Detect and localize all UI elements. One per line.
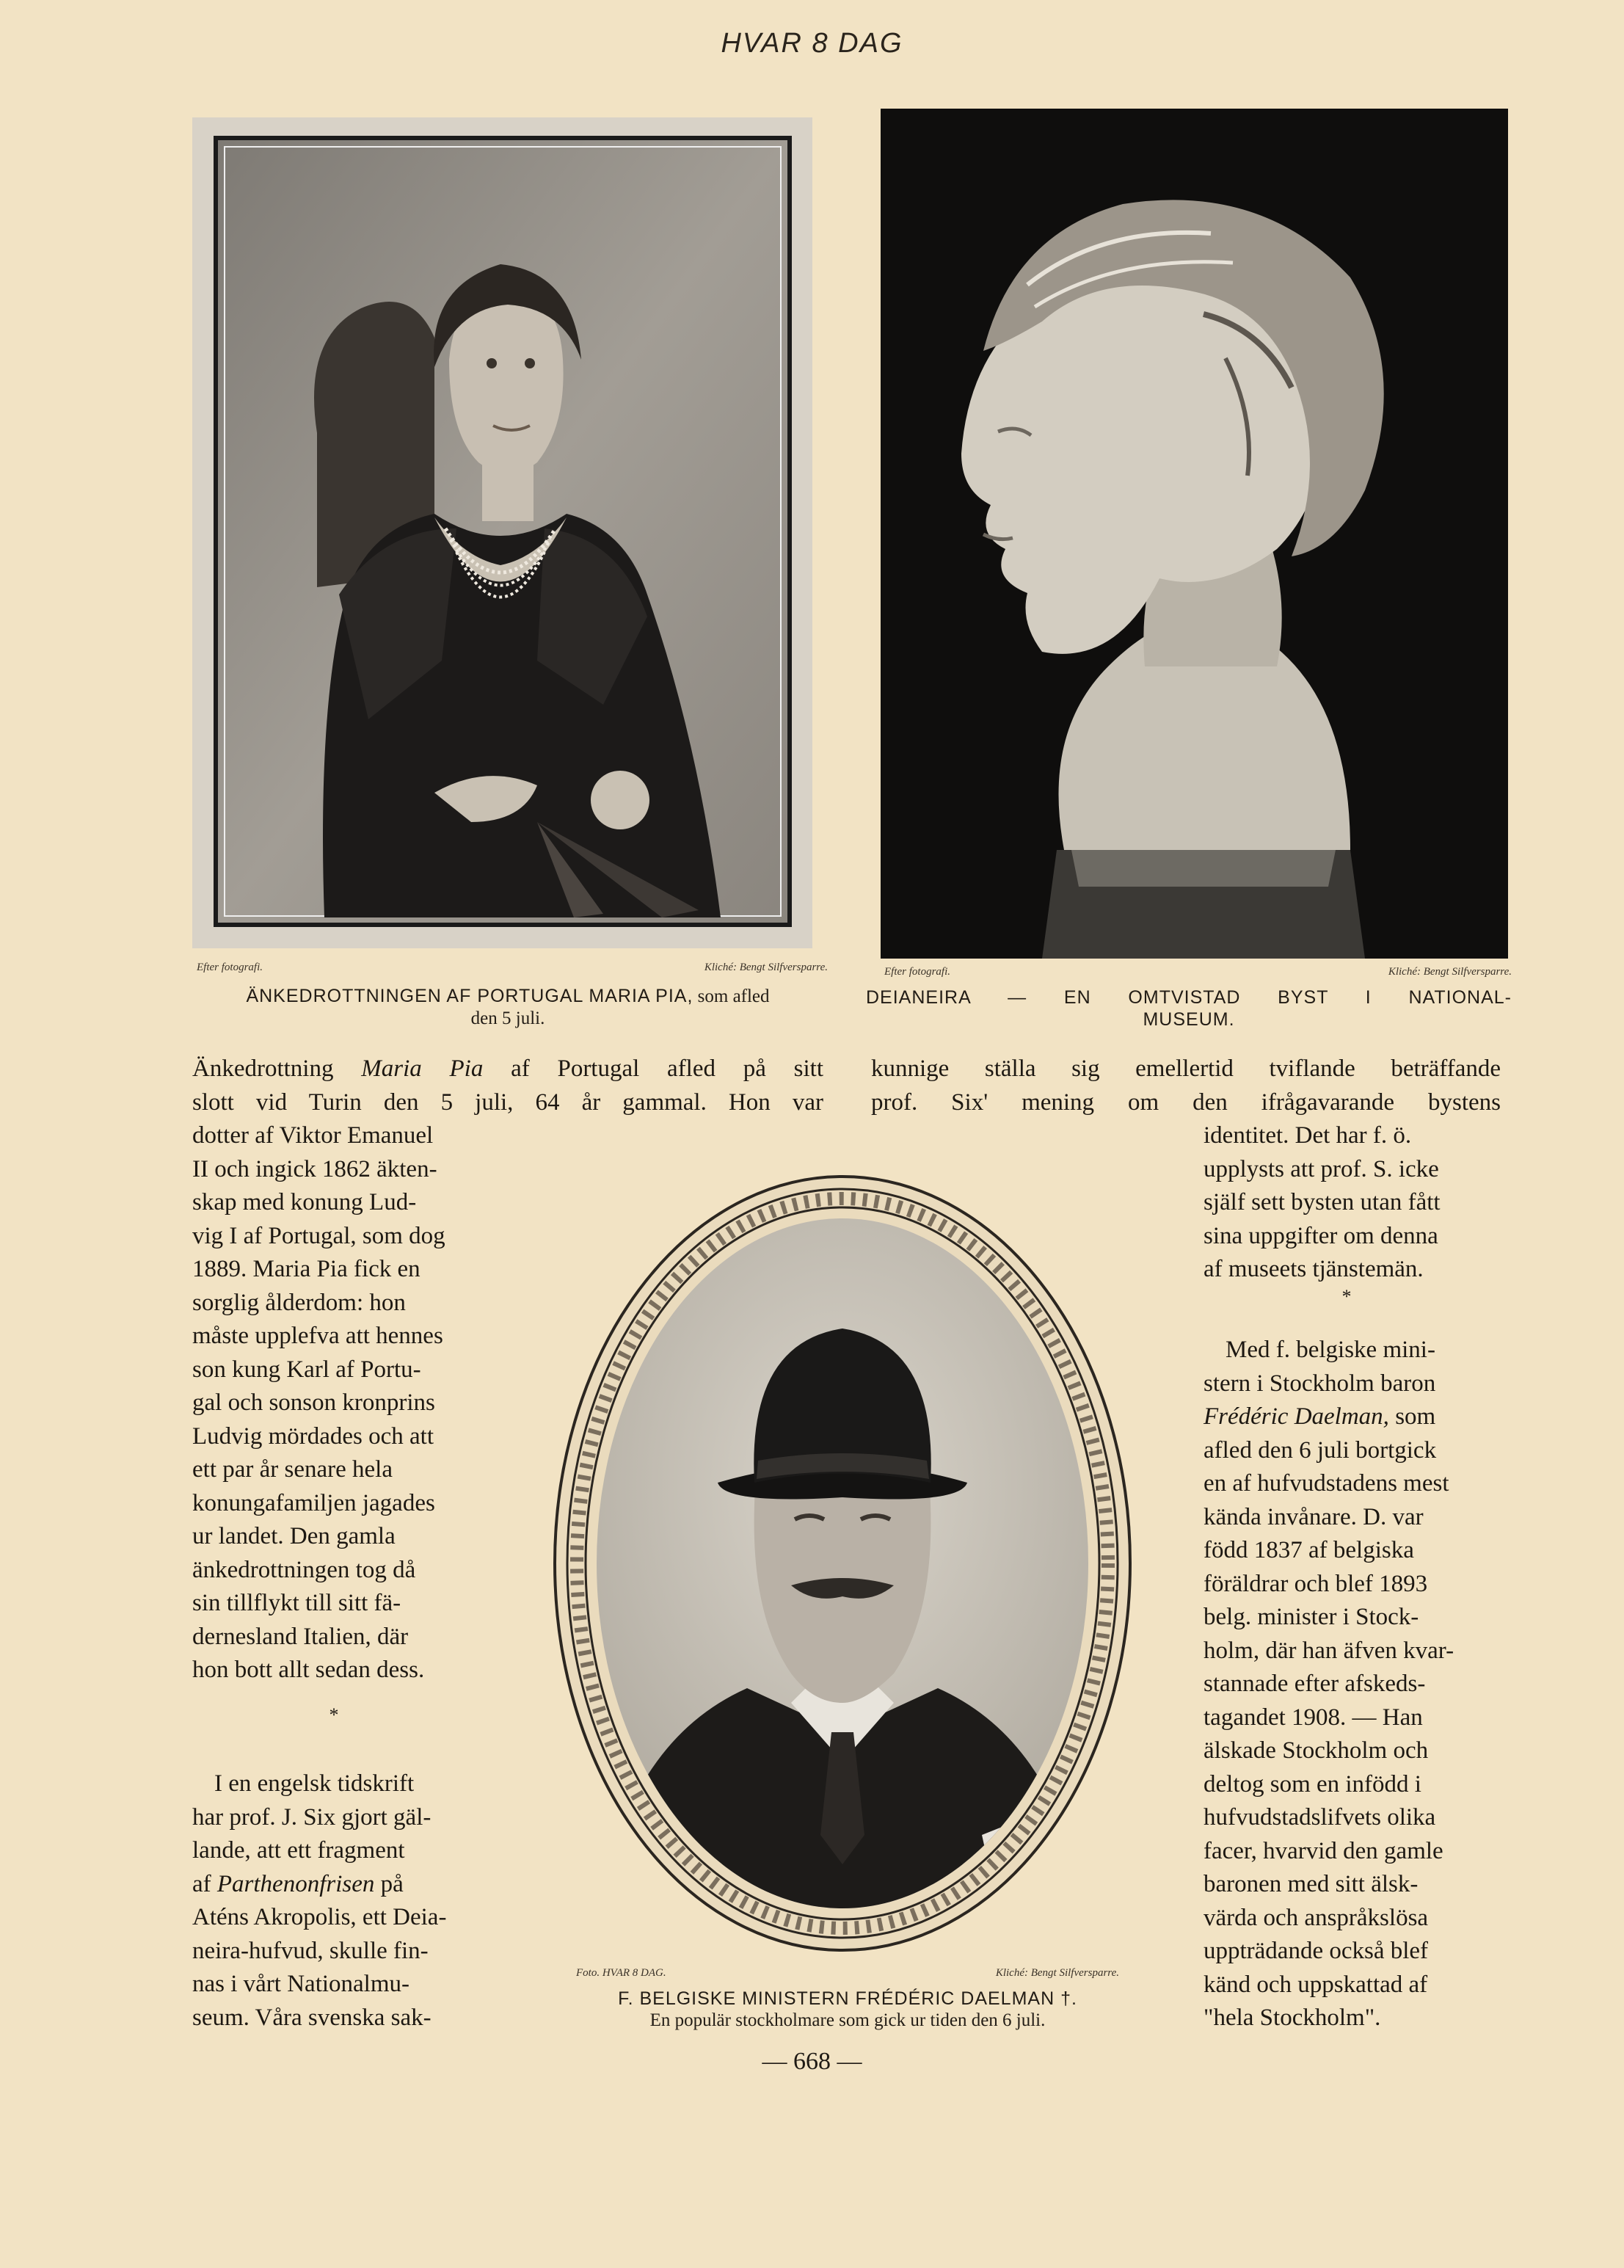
credit-engraver: Kliché: Bengt Silfversparre. (995, 1967, 1119, 1979)
article-line: Aténs Akropolis, ett Deia- (192, 1904, 447, 1930)
article-line: baronen med sitt älsk- (1204, 1871, 1419, 1897)
caption-main: ÄNKEDROTTNINGEN AF PORTUGAL MARIA PIA, (246, 986, 693, 1006)
article-line: vig I af Portugal, som dog (192, 1222, 445, 1249)
bust-illustration (881, 109, 1508, 959)
article-line: af museets tjänstemän. (1204, 1256, 1424, 1282)
article-maria-pia-narrow (192, 1119, 487, 1687)
article-line: dernesland Italien, där (192, 1623, 409, 1650)
caption-line1: DEIANEIRA — EN OMTVISTAD BYST I NATIONAL- (866, 987, 1512, 1008)
article-line: lande, att ett fragment (192, 1837, 405, 1864)
article-line: Ludvig mördades och att (192, 1422, 434, 1450)
article-line: tagandet 1908. — Han (1204, 1704, 1423, 1731)
caption-deianeira (866, 986, 1512, 1031)
oval-portrait-illustration (549, 1174, 1136, 1952)
article-line: stannade efter afskeds- (1204, 1671, 1426, 1697)
article-line: Änkedrottning Maria Pia af Portugal afled på sitt (192, 1055, 823, 1082)
article-line: hufvudstadslifvets olika (1204, 1804, 1436, 1831)
article-line: deltog som en infödd i (1204, 1770, 1421, 1798)
article-line: hon bott allt sedan dess. (192, 1657, 425, 1683)
article-line: född 1837 af belgiska (1204, 1537, 1414, 1563)
article-line: ur landet. Den gamla (192, 1523, 396, 1549)
article-line: sina uppgifter om denna (1204, 1222, 1438, 1249)
article-six-continued-wide (871, 1053, 1501, 1119)
caption-line2: En populär stockholmare som gick ur tiden den 6 juli. (649, 2010, 1046, 2030)
caption-maria-pia (192, 985, 823, 1030)
article-line: kända invånare. D. var (1204, 1503, 1424, 1530)
portrait-illustration (192, 117, 812, 948)
article-line: änkedrottningen tog då (192, 1556, 416, 1583)
section-separator: * (1341, 1286, 1352, 1307)
photo-maria-pia (192, 117, 812, 948)
caption-line1: F. BELGISKE MINISTERN FRÉDÉRIC DAELMAN †. (618, 1988, 1077, 2009)
article-line: ett par år senare hela (192, 1456, 393, 1483)
caption-line2: den 5 juli. (470, 1008, 545, 1028)
photo-credit-left (197, 962, 828, 976)
article-line: afled den 6 juli bortgick (1204, 1436, 1437, 1464)
article-parthenon (192, 1767, 487, 2035)
article-line: känd och uppskattad af (1204, 1971, 1428, 1998)
page-number: — 668 — (762, 2048, 862, 2075)
article-line: identitet. Det har f. ö. (1204, 1122, 1412, 1149)
photo-credit-right (884, 966, 1512, 981)
article-line: facer, hvarvid den gamle (1204, 1837, 1443, 1864)
article-line: gal och sonson kronprins (192, 1389, 435, 1416)
article-line: "hela Stockholm". (1204, 2005, 1381, 2031)
article-line: älskade Stockholm och (1204, 1737, 1429, 1764)
credit-photographer: Foto. HVAR 8 DAG. (576, 1967, 666, 1979)
article-line: I en engelsk tidskrift (214, 1770, 415, 1797)
credit-engraver: Kliché: Bengt Silfversparre. (704, 962, 828, 973)
caption-daelman (558, 1988, 1137, 2032)
credit-photographer: Efter fotografi. (884, 966, 950, 978)
article-line: holm, där han äfven kvar- (1204, 1637, 1454, 1664)
article-line: sorglig ålderdom: hon (192, 1289, 406, 1316)
article-line: dotter af Viktor Emanuel (192, 1122, 434, 1149)
article-line: neira-hufvud, skulle fin- (192, 1937, 429, 1964)
article-line: sin tillflykt till sitt fä- (192, 1590, 401, 1616)
photo-credit-center (576, 1967, 1119, 1982)
running-header: HVAR 8 DAG (721, 28, 903, 59)
article-line: värda och anspråkslösa (1204, 1904, 1429, 1931)
photo-daelman-oval (549, 1174, 1136, 1952)
article-line: son kung Karl af Portu- (192, 1356, 421, 1383)
article-line: belg. minister i Stock- (1204, 1604, 1419, 1630)
article-line: II och ingick 1862 äkten- (192, 1155, 437, 1182)
article-line: stern i Stockholm baron (1204, 1370, 1436, 1397)
article-line: 1889. Maria Pia fick en (192, 1256, 420, 1282)
article-daelman (1204, 1334, 1501, 2035)
caption-line2: MUSEUM. (1143, 1009, 1235, 1030)
article-line: upplysts att prof. S. icke (1204, 1155, 1439, 1182)
article-line: slott vid Turin den 5 juli, 64 år gammal. Hon var (192, 1088, 823, 1116)
article-line: Frédéric Daelman, som (1204, 1403, 1436, 1430)
article-line: måste upplefva att hennes (192, 1323, 443, 1349)
article-line: nas i vårt Nationalmu- (192, 1971, 410, 1997)
article-maria-pia-wide (192, 1053, 823, 1119)
article-line: själf sett bysten utan fått (1204, 1189, 1441, 1215)
article-line: föräldrar och blef 1893 (1204, 1570, 1428, 1597)
article-line: uppträdande också blef (1204, 1938, 1429, 1964)
article-line: en af hufvudstadens mest (1204, 1470, 1449, 1497)
article-line: skap med konung Lud- (192, 1189, 417, 1215)
section-separator: * (329, 1704, 339, 1726)
article-line: af Parthenonfrisen på (192, 1870, 404, 1897)
article-line: Med f. belgiske mini- (1226, 1337, 1435, 1363)
article-line: prof. Six' mening om den ifrågavarande bystens (871, 1088, 1501, 1116)
caption-tail: som afled (693, 986, 770, 1006)
credit-engraver: Kliché: Bengt Silfversparre. (1388, 966, 1512, 978)
article-line: seum. Våra svenska sak- (192, 2004, 432, 2031)
article-line: kunnige ställa sig emellertid tviflande beträffande (871, 1055, 1501, 1082)
article-six-continued-narrow (1204, 1119, 1501, 1287)
photo-deianeira-bust (881, 109, 1508, 959)
article-line: konungafamiljen jagades (192, 1489, 435, 1516)
credit-photographer: Efter fotografi. (197, 962, 263, 973)
article-line: har prof. J. Six gjort gäl- (192, 1803, 432, 1831)
